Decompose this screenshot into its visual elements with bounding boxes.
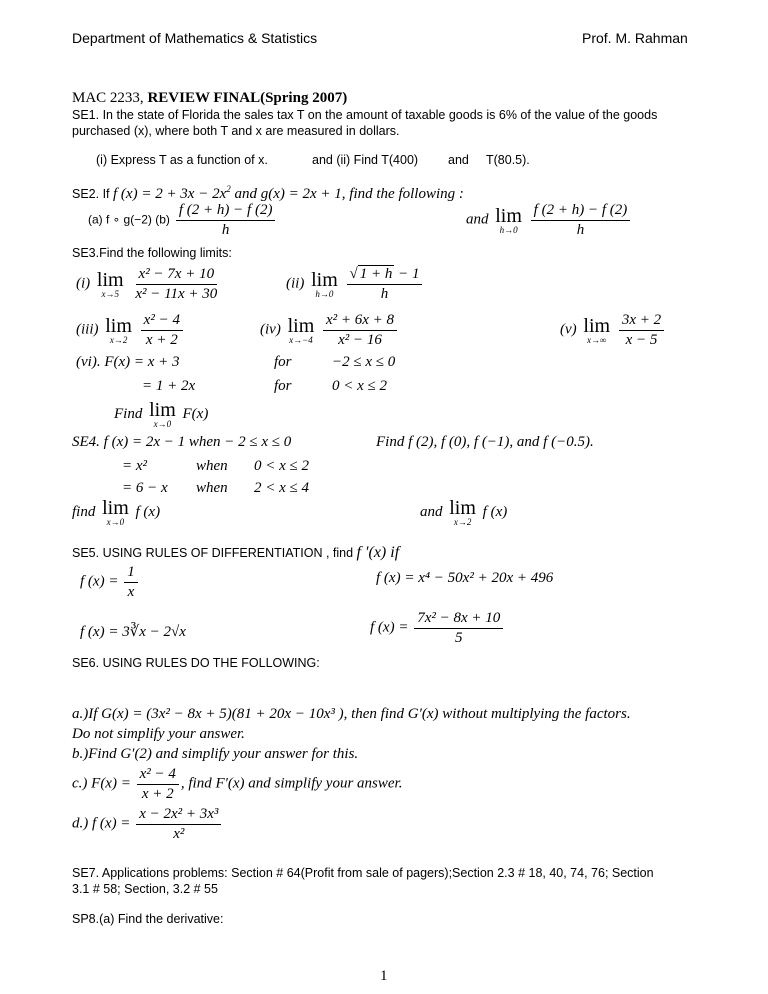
header-professor: Prof. M. Rahman [582,30,688,46]
se2-statement [72,184,464,203]
se7-line1: SE7. Applications problems: Section # 64(Profit from sale of pagers);Section 2.3 # 18, 40, 74, 76; Section [72,866,654,880]
sp8-line: SP8.(a) Find the derivative: [72,912,224,926]
se3-limit-v: (v) lim x→∞ $\frac{3x + 2}{x - 5}$ [560,312,666,348]
se2-and: and [466,211,489,228]
document-title [72,90,347,107]
se3-limit-iv: (iv) lim x→−4 $\frac{\text{x² + 6x + 8}}{\text{x² − 16}}$ [260,312,399,348]
review-title: REVIEW FINAL(Spring 2007) [147,90,348,106]
se3-limit-iii: (iii) lim x→2 $\frac{\text{x² − 4}}{x + 2}$ [76,312,185,348]
se2-label: SE2. If [72,187,113,201]
se5-f2: f (x) = x⁴ − 50x² + 20x + 496 [376,570,554,586]
se2-limit-quotient: $\frac{f (2 + h) - f (2)}{h}$ [531,202,631,238]
se1-t805: T(80.5). [486,153,530,167]
se4-line1: SE4. f (x) = 2x − 1 when − 2 ≤ x ≤ 0 [72,434,292,450]
se3-vi-cond1: for [274,354,292,370]
se4-find-limit-2: and lim x→2 f (x) [420,497,508,527]
se3-vi-line1: (vi). F(x) = x + 3 [76,354,180,370]
se3-limit-ii: (ii) lim h→0 $\frac{√ 1 + h - 1}{h}$ [286,266,424,302]
se4-line2-when: when [196,458,228,474]
se3-limit-i: (i) lim x→5 $\frac{\text{x² − 7x + 10}}{\text{x² − 11x + 30}}$ [76,266,218,302]
se3-vi-line2: = 1 + 2x [142,378,196,394]
se1-text-line1: SE1. In the state of Florida the sales tax T on the amount of taxable goods is 6% of the value of the goods [72,108,658,122]
se5-label: SE5. USING RULES OF DIFFERENTIATION , find [72,546,357,560]
se3-find-limit: Find lim x→0 F(x) [114,399,209,429]
se3-vi-range1: −2 ≤ x ≤ 0 [332,354,396,370]
se4-find-values: Find f (2), f (0), f (−1), and f (−0.5). [376,434,594,450]
se6-part-b: b.)Find G′(2) and simplify your answer for this. [72,746,359,762]
se2-part-a: (a) f ∘ g(−2) (b) [88,212,170,227]
se1-text-line2: purchased (x), where both T and x are measured in dollars. [72,124,400,138]
se4-line2-expr: = x² [122,458,148,474]
se2-and-gx: and g(x) = 2x + 1, find the following : [230,186,464,202]
se1-and: and [448,153,469,167]
se6-part-c: c.) F(x) = $\frac{\text{x² − 4}}{x + 2}$ , find F′(x) and simplify your answer. [72,766,403,802]
se4-line3-when: when [196,480,228,496]
limit-symbol: lim h→0 [495,204,522,235]
se6-part-d: d.) f (x) = $\frac{\text{x − 2x² + 3x³}}{\text{x²}}$ [72,806,223,842]
course-code: MAC 2233, [72,90,148,106]
se2-limit [466,202,632,238]
se1-part-i: (i) Express T as a function of x. [96,153,268,167]
se2-difference-quotient: $\frac{f (2 + h) - f (2)}{h}$ [176,202,276,238]
se6-part-a-line2: Do not simplify your answer. [72,726,245,742]
se6-part-a-line1: a.)If G(x) = (3x² − 8x + 5)(81 + 20x − 10x³ ), then find G′(x) without multiplying the factors. [72,706,631,722]
se4-line3-expr: = 6 − x [122,480,168,496]
se3-label: SE3.Find the following limits: [72,246,232,260]
se5-f1: f (x) = $\frac{1}{x}$ [80,564,140,600]
se2-parts [88,202,277,238]
se4-find-limit-0: find lim x→0 f (x) [72,497,161,527]
se3-vi-range2: 0 < x ≤ 2 [332,378,388,394]
se6-label: SE6. USING RULES DO THE FOLLOWING: [72,656,320,670]
se1-part-ii: and (ii) Find T(400) [312,153,419,167]
se7-line2: 3.1 # 58; Section, 3.2 # 55 [72,882,218,896]
se5-f4: f (x) = $\frac{\text{7x² − 8x + 10}}{5}$ [370,610,505,646]
se5-f3: f (x) = 3∛x − 2√x [80,624,186,640]
se2-fx: f $(x) = 2 + 3x - 2x^2$ [113,184,231,202]
se5-fprime: f ′(x) if [356,544,400,561]
se5-statement [72,544,399,562]
se4-line2-range: 0 < x ≤ 2 [254,458,310,474]
se4-line3-range: 2 < x ≤ 4 [254,480,310,496]
header-department: Department of Mathematics & Statistics [72,30,318,46]
page-number: 1 [380,968,388,984]
se3-vi-cond2: for [274,378,292,394]
